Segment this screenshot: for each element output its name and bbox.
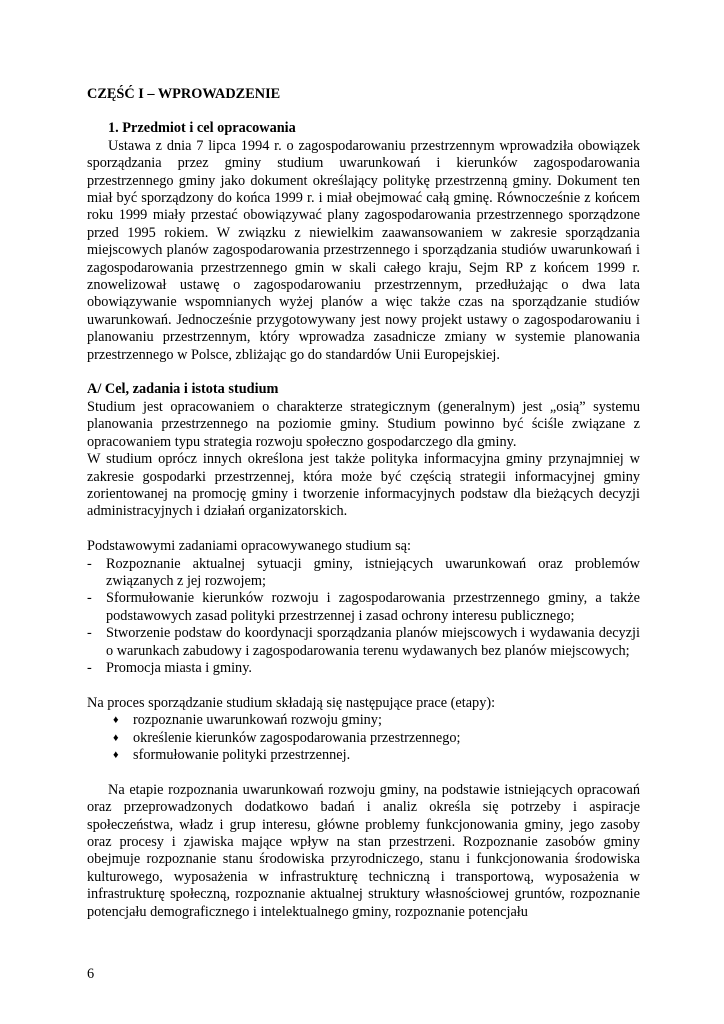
list-item [87, 590, 640, 625]
list-item-text: rozpoznanie uwarunkowań rozwoju gminy; [133, 712, 382, 729]
section-title: 1. Przedmiot i cel opracowania [108, 120, 296, 137]
list-item [87, 556, 640, 591]
list-item-text: Rozpoznanie aktualnej sytuacji gminy, istniejących uwarunkowań oraz problemów związanych z jej rozwojem; [106, 555, 640, 589]
list-item-text: sformułowanie polityki przestrzennej. [133, 746, 351, 763]
dash-marker: - [87, 659, 92, 676]
list-item [87, 712, 640, 729]
section-paragraph: Na etapie rozpoznania uwarunkowań rozwoju gminy, na podstawie istniejących opracowań oraz przeprowadzonych dodatkowo badań i analiz określa się potrzeby i aspiracje społeczeństwa, władz i grup interesu, główne problemy funkcjonowania gminy, jego zasoby oraz procesy i zjawiska mające wpływ na stan przestrzeni. Rozpoznanie zasobów gminy obejmuje rozpoznanie stanu środowiska przyrodniczego, stanu i funkcjonowania środowiska kulturowego, wyposażenia w infrastrukturę techniczną i transportową, wyposażenia w infrastrukturę społeczną, rozpoznanie aktualnej struktury własnościowej gruntów, rozpoznanie potencjału demograficznego i intelektualnego gminy, rozpoznanie potencjału [87, 781, 640, 920]
page-content [87, 86, 640, 921]
list-item [87, 747, 640, 764]
stages-intro: Na proces sporządzanie studium składają się następujące prace (etapy): [87, 694, 496, 711]
dash-marker: - [87, 590, 92, 607]
stages-list [87, 712, 640, 764]
list-item-text: Promocja miasta i gminy. [106, 659, 252, 676]
diamond-bullet-icon: ♦ [113, 748, 119, 761]
spacer [87, 521, 640, 538]
section-paragraph: W studium oprócz innych określona jest także polityka informacyjna gminy przynajmniej w zakresie gospodarki przestrzennej, która może być częścią strategii informacyjnej gminy zorientowanej na promocję gminy i tworzenie informacyjnych podstaw dla bieżących decyzji administracyjnych i działań organizatorskich. [87, 451, 640, 520]
spacer [87, 677, 640, 694]
list-item-text: Sformułowanie kierunków rozwoju i zagospodarowania przestrzennego gminy, a także podstawowych zasad polityki przestrzennej i zasad ochrony interesu publicznego; [106, 590, 640, 624]
list-item [87, 660, 640, 677]
dash-marker: - [87, 555, 92, 572]
section-paragraph: Ustawa z dnia 7 lipca 1994 r. o zagospodarowaniu przestrzennym wprowadziła obowiązek sporządzania przez gminy studium uwarunkowań i kierunków zagospodarowania przestrzennego gminy jako dokument określający politykę przestrzenną gminy. Dokument ten miał być sporządzony do końca 1999 r. i miał obejmować całą gminę. Równocześnie z końcem roku 1999 miały przestać obowiązywać plany zagospodarowania przestrzennego sporządzone przed 1995 rokiem. W związku z niewielkim zaawansowaniem w zakresie sporządzania miejscowych planów zagospodarowania przestrzennego i sporządzania studiów uwarunkowań i zagospodarowania przestrzennego gmin w skali całego kraju, Sejm RP z końcem 1999 r. znowelizował ustawę o zagospodarowaniu przestrzennym, przedłużając o dwa lata obowiązywanie wspomnianych wyżej planów a więc także czas na sporządzanie studiów uwarunkowań. Jednocześnie przygotowywany jest nowy projekt ustawy o zagospodarowaniu i planowaniu przestrzennym, który wprowadza zasadnicze zmiany w systemie planowania przestrzennego w Polsce, zbliżając go do standardów Unii Europejskiej. [87, 137, 640, 363]
tasks-list [87, 556, 640, 678]
chapter-title: CZĘŚĆ I – WPROWADZENIE [87, 86, 281, 102]
section-title: A/ Cel, zadania i istota studium [87, 381, 279, 398]
diamond-bullet-icon: ♦ [113, 714, 119, 727]
section-paragraph: Studium jest opracowaniem o charakterze strategicznym (generalnym) jest „osią” systemu planowania przestrzennego na poziomie gminy. Studium powinno być ściśle związane z opracowaniem typu strategia rozwoju społeczno gospodarczego dla gminy. [87, 398, 640, 450]
list-item [87, 625, 640, 660]
spacer [87, 364, 640, 381]
page-number: 6 [87, 966, 95, 982]
tasks-intro: Podstawowymi zadaniami opracowywanego studium są: [87, 538, 411, 555]
dash-marker: - [87, 625, 92, 642]
diamond-bullet-icon: ♦ [113, 731, 119, 744]
list-item-text: określenie kierunków zagospodarowania przestrzennego; [133, 729, 461, 746]
list-item-text: Stworzenie podstaw do koordynacji sporządzania planów miejscowych i wydawania decyzji o warunkach zabudowy i zagospodarowania terenu wydawanych bez planów miejscowych; [106, 625, 640, 659]
list-item [87, 730, 640, 747]
spacer [87, 764, 640, 781]
